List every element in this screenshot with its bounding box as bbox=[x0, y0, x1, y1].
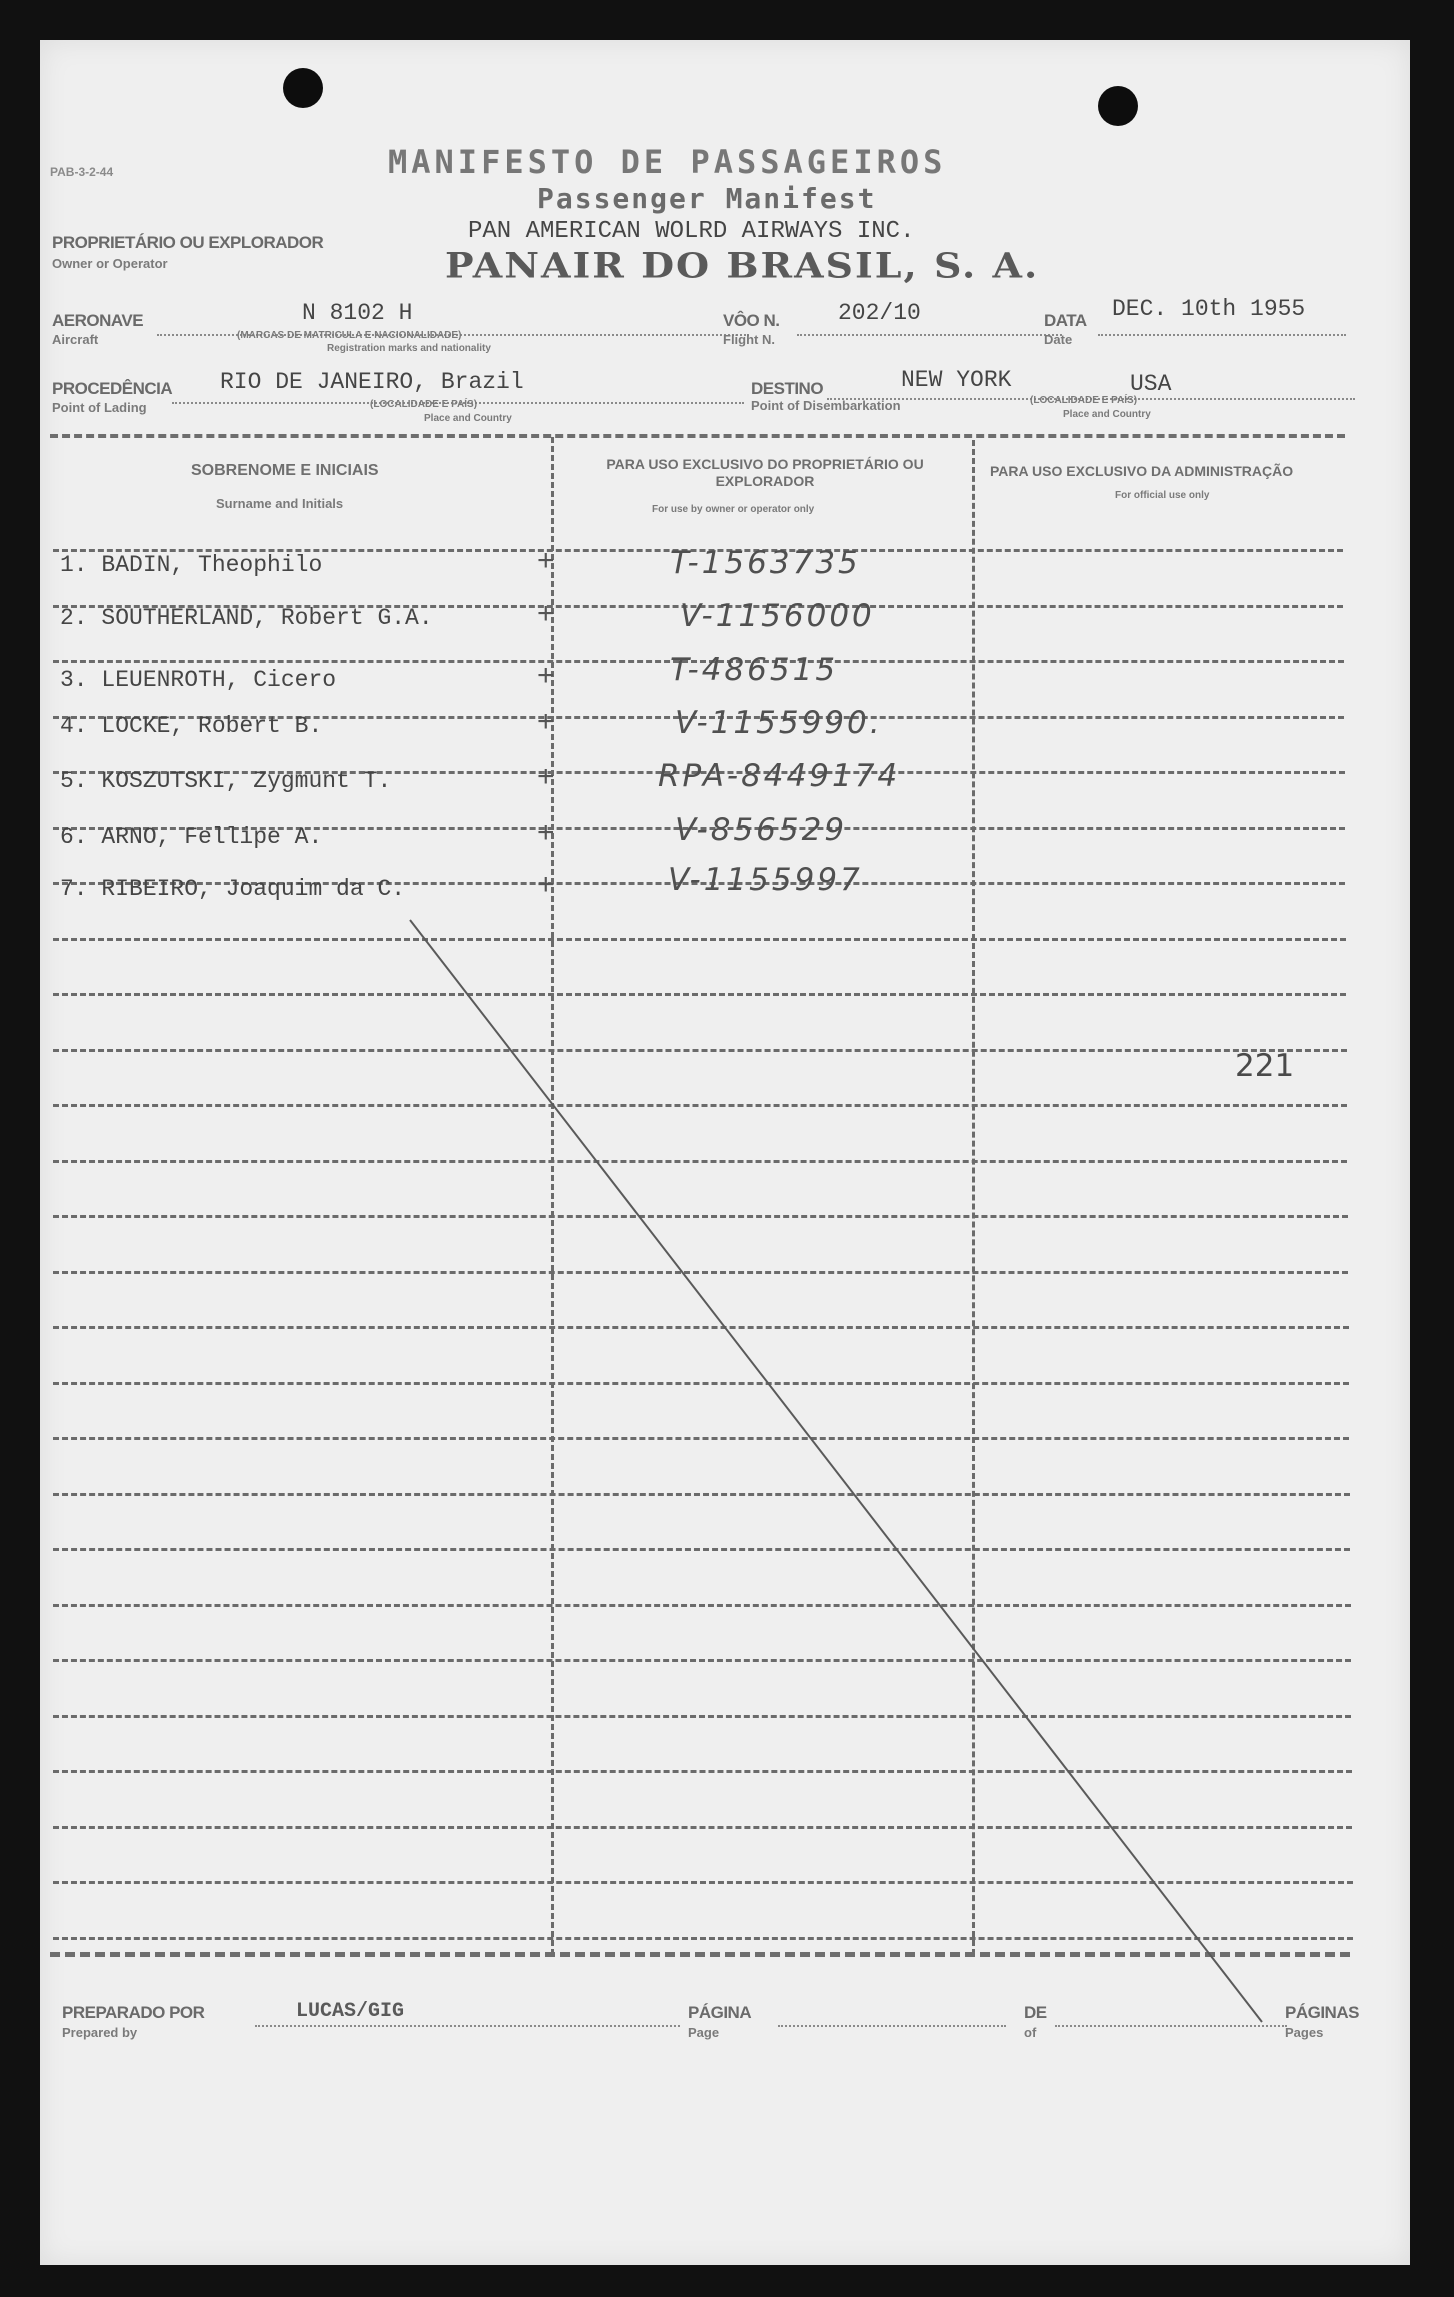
col-owner-header-en: For use by owner or operator only bbox=[652, 504, 815, 515]
form-subtitle: Passenger Manifest bbox=[537, 182, 877, 215]
operator-typed: PAN AMERICAN WOLRD AIRWAYS INC. bbox=[468, 218, 915, 245]
origin-label-en: Point of Lading bbox=[52, 400, 147, 415]
of-label-en: of bbox=[1024, 2025, 1037, 2040]
flight-label: VÔO N. bbox=[723, 311, 780, 330]
destination-city: NEW YORK bbox=[901, 367, 1012, 393]
origin-value: RIO DE JANEIRO, Brazil bbox=[220, 369, 524, 395]
aircraft-sub: (MARCAS DE MATRICULA E NACIONALIDADE) bbox=[237, 330, 462, 341]
passenger-document-number: V-1155997 bbox=[668, 862, 863, 898]
destination-country: USA bbox=[1130, 371, 1172, 397]
pages-label: PÁGINAS bbox=[1285, 2003, 1359, 2022]
col-surname-header-en: Surname and Initials bbox=[216, 496, 344, 511]
destination-sub-en: Place and Country bbox=[1063, 409, 1151, 420]
passenger-document-number: RPA-8449174 bbox=[658, 758, 901, 794]
col-surname-header: SOBRENOME E INICIAIS bbox=[191, 462, 379, 479]
col-admin-header: PARA USO EXCLUSIVO DA ADMINISTRAÇÃO bbox=[990, 463, 1294, 479]
passenger-document-number: V-1156000 bbox=[680, 598, 875, 634]
flight-label-en: Flight N. bbox=[723, 332, 775, 347]
destination-label: DESTINO bbox=[751, 379, 824, 398]
col-owner-header: PARA USO EXCLUSIVO DO PROPRIETÁRIO OU EXPLORADOR bbox=[606, 456, 924, 489]
check-mark: + bbox=[537, 705, 555, 738]
aircraft-value: N 8102 H bbox=[302, 300, 413, 326]
check-mark: + bbox=[537, 659, 555, 692]
aircraft-label-en: Aircraft bbox=[52, 332, 99, 347]
passenger-name: 1. BADIN, Theophilo bbox=[60, 552, 323, 578]
date-label-en: Date bbox=[1044, 332, 1073, 347]
col-admin-header-en: For official use only bbox=[1115, 490, 1210, 501]
aircraft-label: AERONAVE bbox=[52, 311, 144, 330]
form-title: MANIFESTO DE PASSAGEIROS bbox=[388, 143, 947, 181]
origin-label: PROCEDÊNCIA bbox=[52, 379, 173, 398]
check-mark: + bbox=[537, 868, 555, 901]
passenger-document-number: V-1155990. bbox=[675, 705, 883, 741]
passenger-name: 6. ARNO, Fellipe A. bbox=[60, 824, 323, 850]
passenger-document-number: T-1563735 bbox=[670, 545, 861, 581]
page-label-en: Page bbox=[688, 2025, 720, 2040]
check-mark: + bbox=[537, 597, 555, 630]
owner-label-en: Owner or Operator bbox=[52, 256, 168, 271]
passenger-name: 3. LEUENROTH, Cicero bbox=[60, 667, 337, 693]
origin-sub-en: Place and Country bbox=[424, 413, 512, 424]
prepared-by-label-en: Prepared by bbox=[62, 2025, 138, 2040]
of-label: DE bbox=[1024, 2003, 1047, 2022]
check-mark: + bbox=[537, 816, 555, 849]
manifest-sheet bbox=[40, 40, 1410, 2265]
destination-label-en: Point of Disembarkation bbox=[751, 398, 901, 413]
prepared-by-label: PREPARADO POR bbox=[62, 2003, 205, 2022]
date-value: DEC. 10th 1955 bbox=[1112, 296, 1306, 322]
pages-label-en: Pages bbox=[1285, 2025, 1324, 2040]
passenger-name: 7. RIBEIRO, Joaquim da C. bbox=[60, 876, 406, 902]
passenger-name: 2. SOUTHERLAND, Robert G.A. bbox=[60, 605, 433, 631]
prepared-by-value: LUCAS/GIG bbox=[296, 2000, 405, 2023]
date-label: DATA bbox=[1044, 311, 1087, 330]
check-mark: + bbox=[537, 544, 555, 577]
page-label: PÁGINA bbox=[688, 2003, 752, 2022]
stamp-number: 221 bbox=[1235, 1048, 1295, 1084]
passenger-document-number: T-486515 bbox=[670, 652, 839, 688]
diagonal-cancel-line bbox=[40, 40, 1410, 2265]
flight-value: 202/10 bbox=[838, 300, 921, 326]
owner-label: PROPRIETÁRIO OU EXPLORADOR bbox=[52, 233, 324, 252]
passenger-name: 4. LOCKE, Robert B. bbox=[60, 713, 323, 739]
destination-sub: (LOCALIDADE E PAÍS) bbox=[1030, 395, 1138, 406]
form-code: PAB-3-2-44 bbox=[50, 165, 114, 179]
check-mark: + bbox=[537, 760, 555, 793]
operator-printed: PANAIR DO BRASIL, S. A. bbox=[445, 245, 1040, 286]
passenger-document-number: V-856529 bbox=[675, 812, 848, 848]
aircraft-sub-en: Registration marks and nationality bbox=[327, 343, 491, 354]
origin-sub: (LOCALIDADE E PAÍS) bbox=[370, 399, 478, 410]
passenger-name: 5. KOSZUTSKI, Zygmunt T. bbox=[60, 768, 392, 794]
